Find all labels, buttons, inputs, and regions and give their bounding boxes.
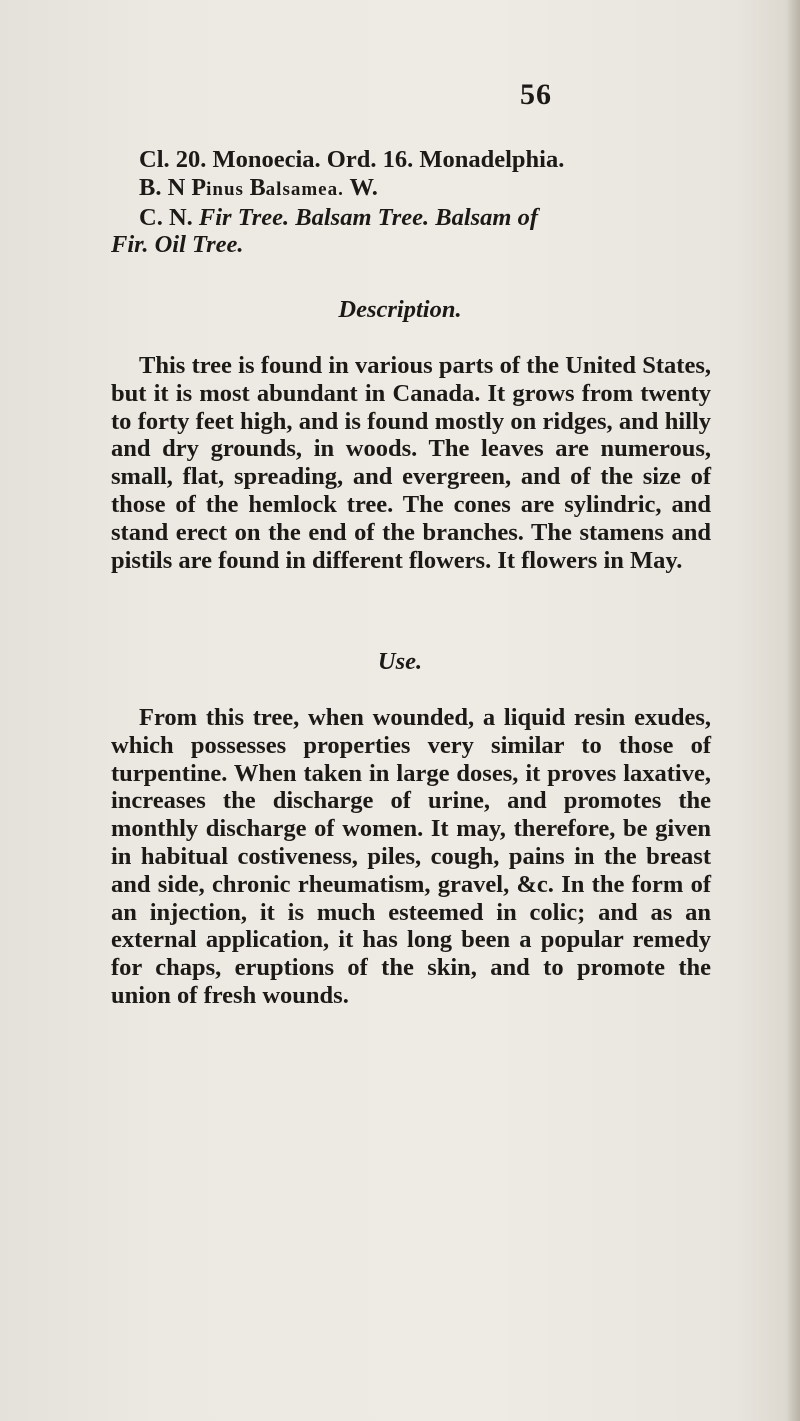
- genus-initial: P: [191, 174, 207, 201]
- species-rest: alsamea.: [265, 178, 344, 200]
- use-paragraph: From this tree, when wounded, a liquid resin exudes, which possesses properties very similar to those of turpentine. When taken in large doses, it proves laxative, increases the discharge of urine, and promotes the monthly discharge of women. It may, therefore, be given in habitual costiveness, piles, cough, pains in the breast and side, chronic rheumatism, gravel, &c. In the form of an injection, it is much esteemed in colic; and as an external application, it has long been a popular remedy for chaps, eruptions of the skin, and to promote the union of fresh wounds.: [111, 704, 711, 1009]
- classification-heading: [111, 146, 711, 259]
- description-title: Description.: [338, 296, 462, 323]
- botanical-name-prefix: B. N: [139, 173, 186, 201]
- common-names: Fir Tree. Balsam Tree. Balsam of: [198, 203, 539, 231]
- botanical-name-line: [111, 174, 711, 204]
- description-section: [111, 352, 711, 574]
- common-names-line: [111, 204, 711, 232]
- genus-rest: inus: [206, 178, 250, 200]
- common-names-continued: Fir. Oil Tree.: [111, 231, 244, 259]
- page-number: 56: [520, 78, 552, 111]
- use-section: [111, 704, 711, 1010]
- description-paragraph: This tree is found in various parts of the United States, but it is most abundant in Canada. It grows from twenty to forty feet high, and is found mostly on ridges, and hilly and dry grounds, in woods. The leaves are numerous, small, flat, spreading, and evergreen, and of the size of those of the hemlock tree. The cones are sylindric, and stand erect on the end of the branches. The stamens and pistils are found in different flowers. It flowers in May.: [111, 352, 711, 574]
- botanical-name-suffix: W.: [343, 173, 378, 201]
- common-names-prefix: C. N.: [139, 203, 199, 231]
- species-initial: B: [249, 174, 266, 201]
- classification-line: Cl. 20. Monoecia. Ord. 16. Monadelphia.: [139, 146, 565, 173]
- page-edge-shadow: [786, 0, 800, 1421]
- use-title: Use.: [377, 648, 423, 675]
